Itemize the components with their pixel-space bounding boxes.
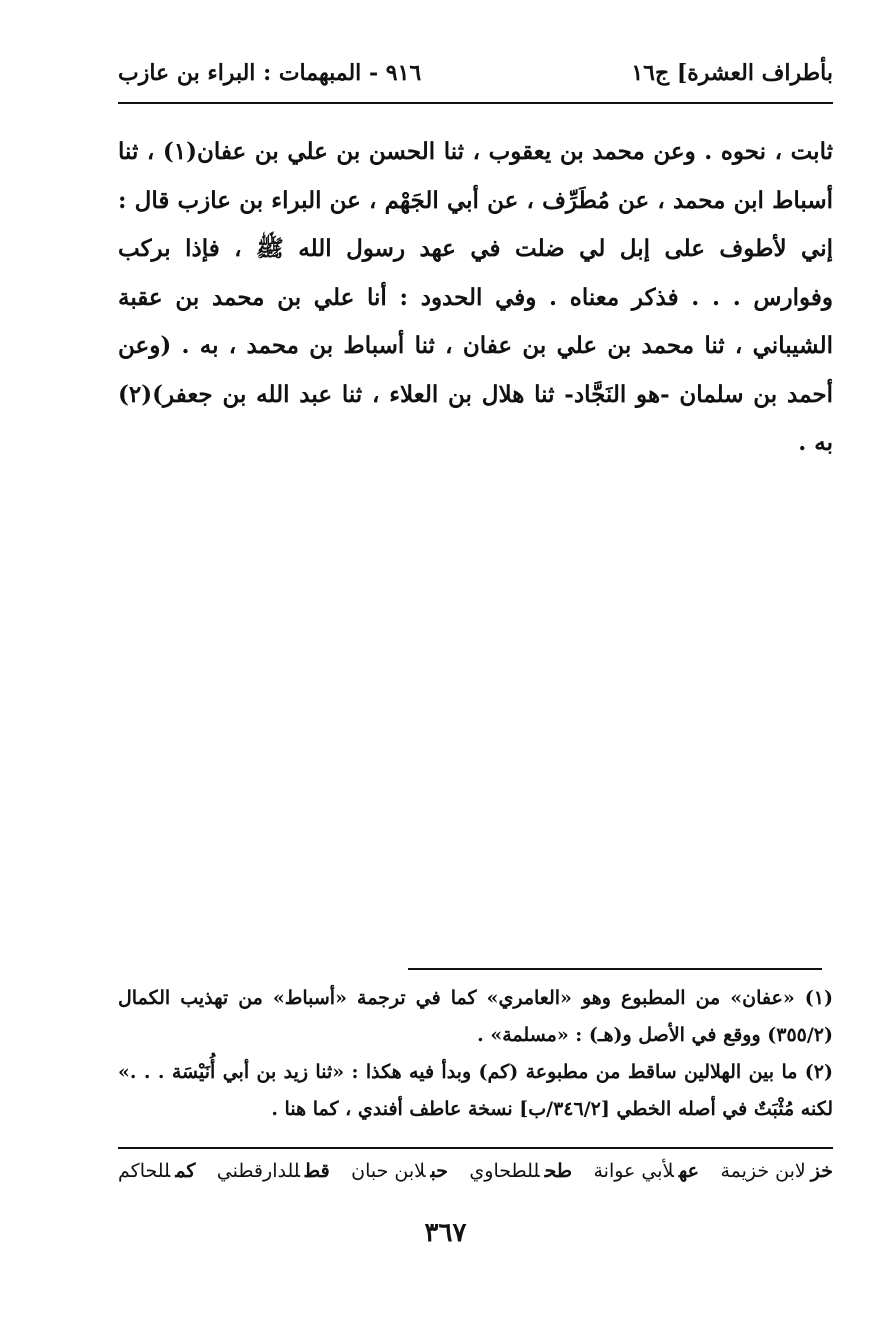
- sigla-abbr: حب: [430, 1160, 448, 1182]
- footnote-divider: [408, 968, 822, 970]
- footnote-1: (١) «عفان» من المطبوع وهو «العامري» كما في ترجمة «أسباط» من تهذيب الكمال (٣٥٥/٢) ووقع في الأصل و(هـ) : «مسلمة» .: [118, 987, 833, 1046]
- sigla-name: للدارقطني: [216, 1160, 301, 1182]
- header-book-title: بأطراف العشرة] ج١٦: [631, 60, 833, 86]
- header-section-title: ٩١٦ - المبهمات : البراء بن عازب: [118, 60, 422, 86]
- sigla-name: لأبي عوانة: [593, 1160, 674, 1182]
- sigla-abbr: قط: [305, 1160, 330, 1182]
- sigla-name: لابن حبان: [351, 1160, 426, 1182]
- main-text: [118, 128, 833, 468]
- footnote-2: (٢) ما بين الهلالين ساقط من مطبوعة (كم) وبدأ فيه هكذا : «ثنا زيد بن أبي أُنَيْسَة . . .» لكنه مُثْبَتٌ في أصله الخطي [٣٤٦/٢/ب] نسخة عاطف أفندي ، كما هنا .: [118, 1061, 833, 1120]
- sigla-name: للطحاوي: [469, 1160, 540, 1182]
- sigla-item: [118, 1160, 195, 1182]
- page-number: ٣٦٧: [424, 1218, 467, 1248]
- footnotes: [118, 980, 833, 1128]
- sigla-abbr: خز: [810, 1160, 833, 1182]
- main-paragraph: ثابت ، نحوه . وعن محمد بن يعقوب ، ثنا الحسن بن علي بن عفان(١) ، ثنا أسباط ابن محمد ، عن مُطَرِّف ، عن أبي الجَهْم ، عن البراء بن عازب قال : إني لأطوف على إبل لي ضلت في عهد رسول الله ﷺ ، فإذا بركب وفوارس . . . فذكر معناه . وفي الحدود : أنا علي بن محمد بن عقبة الشيباني ، ثنا محمد بن علي بن عفان ، ثنا أسباط بن محمد ، به . (وعن أحمد بن سلمان -هو النَجَّاد- ثنا هلال بن العلاء ، ثنا عبد الله بن جعفر)(٢) به .: [118, 138, 833, 456]
- sigla-name: للحاكم: [118, 1160, 171, 1182]
- sigla-name: لابن خزيمة: [720, 1160, 806, 1182]
- sigla-item: [351, 1160, 448, 1182]
- sigla-legend: [118, 1160, 833, 1182]
- sigla-divider: [118, 1147, 833, 1149]
- sigla-abbr: عه: [678, 1160, 700, 1182]
- sigla-abbr: طح: [544, 1160, 573, 1182]
- sigla-item: [469, 1160, 572, 1182]
- sigla-item: [217, 1160, 330, 1182]
- running-header: [118, 56, 833, 104]
- sigla-abbr: كم: [175, 1160, 196, 1182]
- sigla-item: [593, 1160, 699, 1182]
- sigla-item: [720, 1160, 833, 1182]
